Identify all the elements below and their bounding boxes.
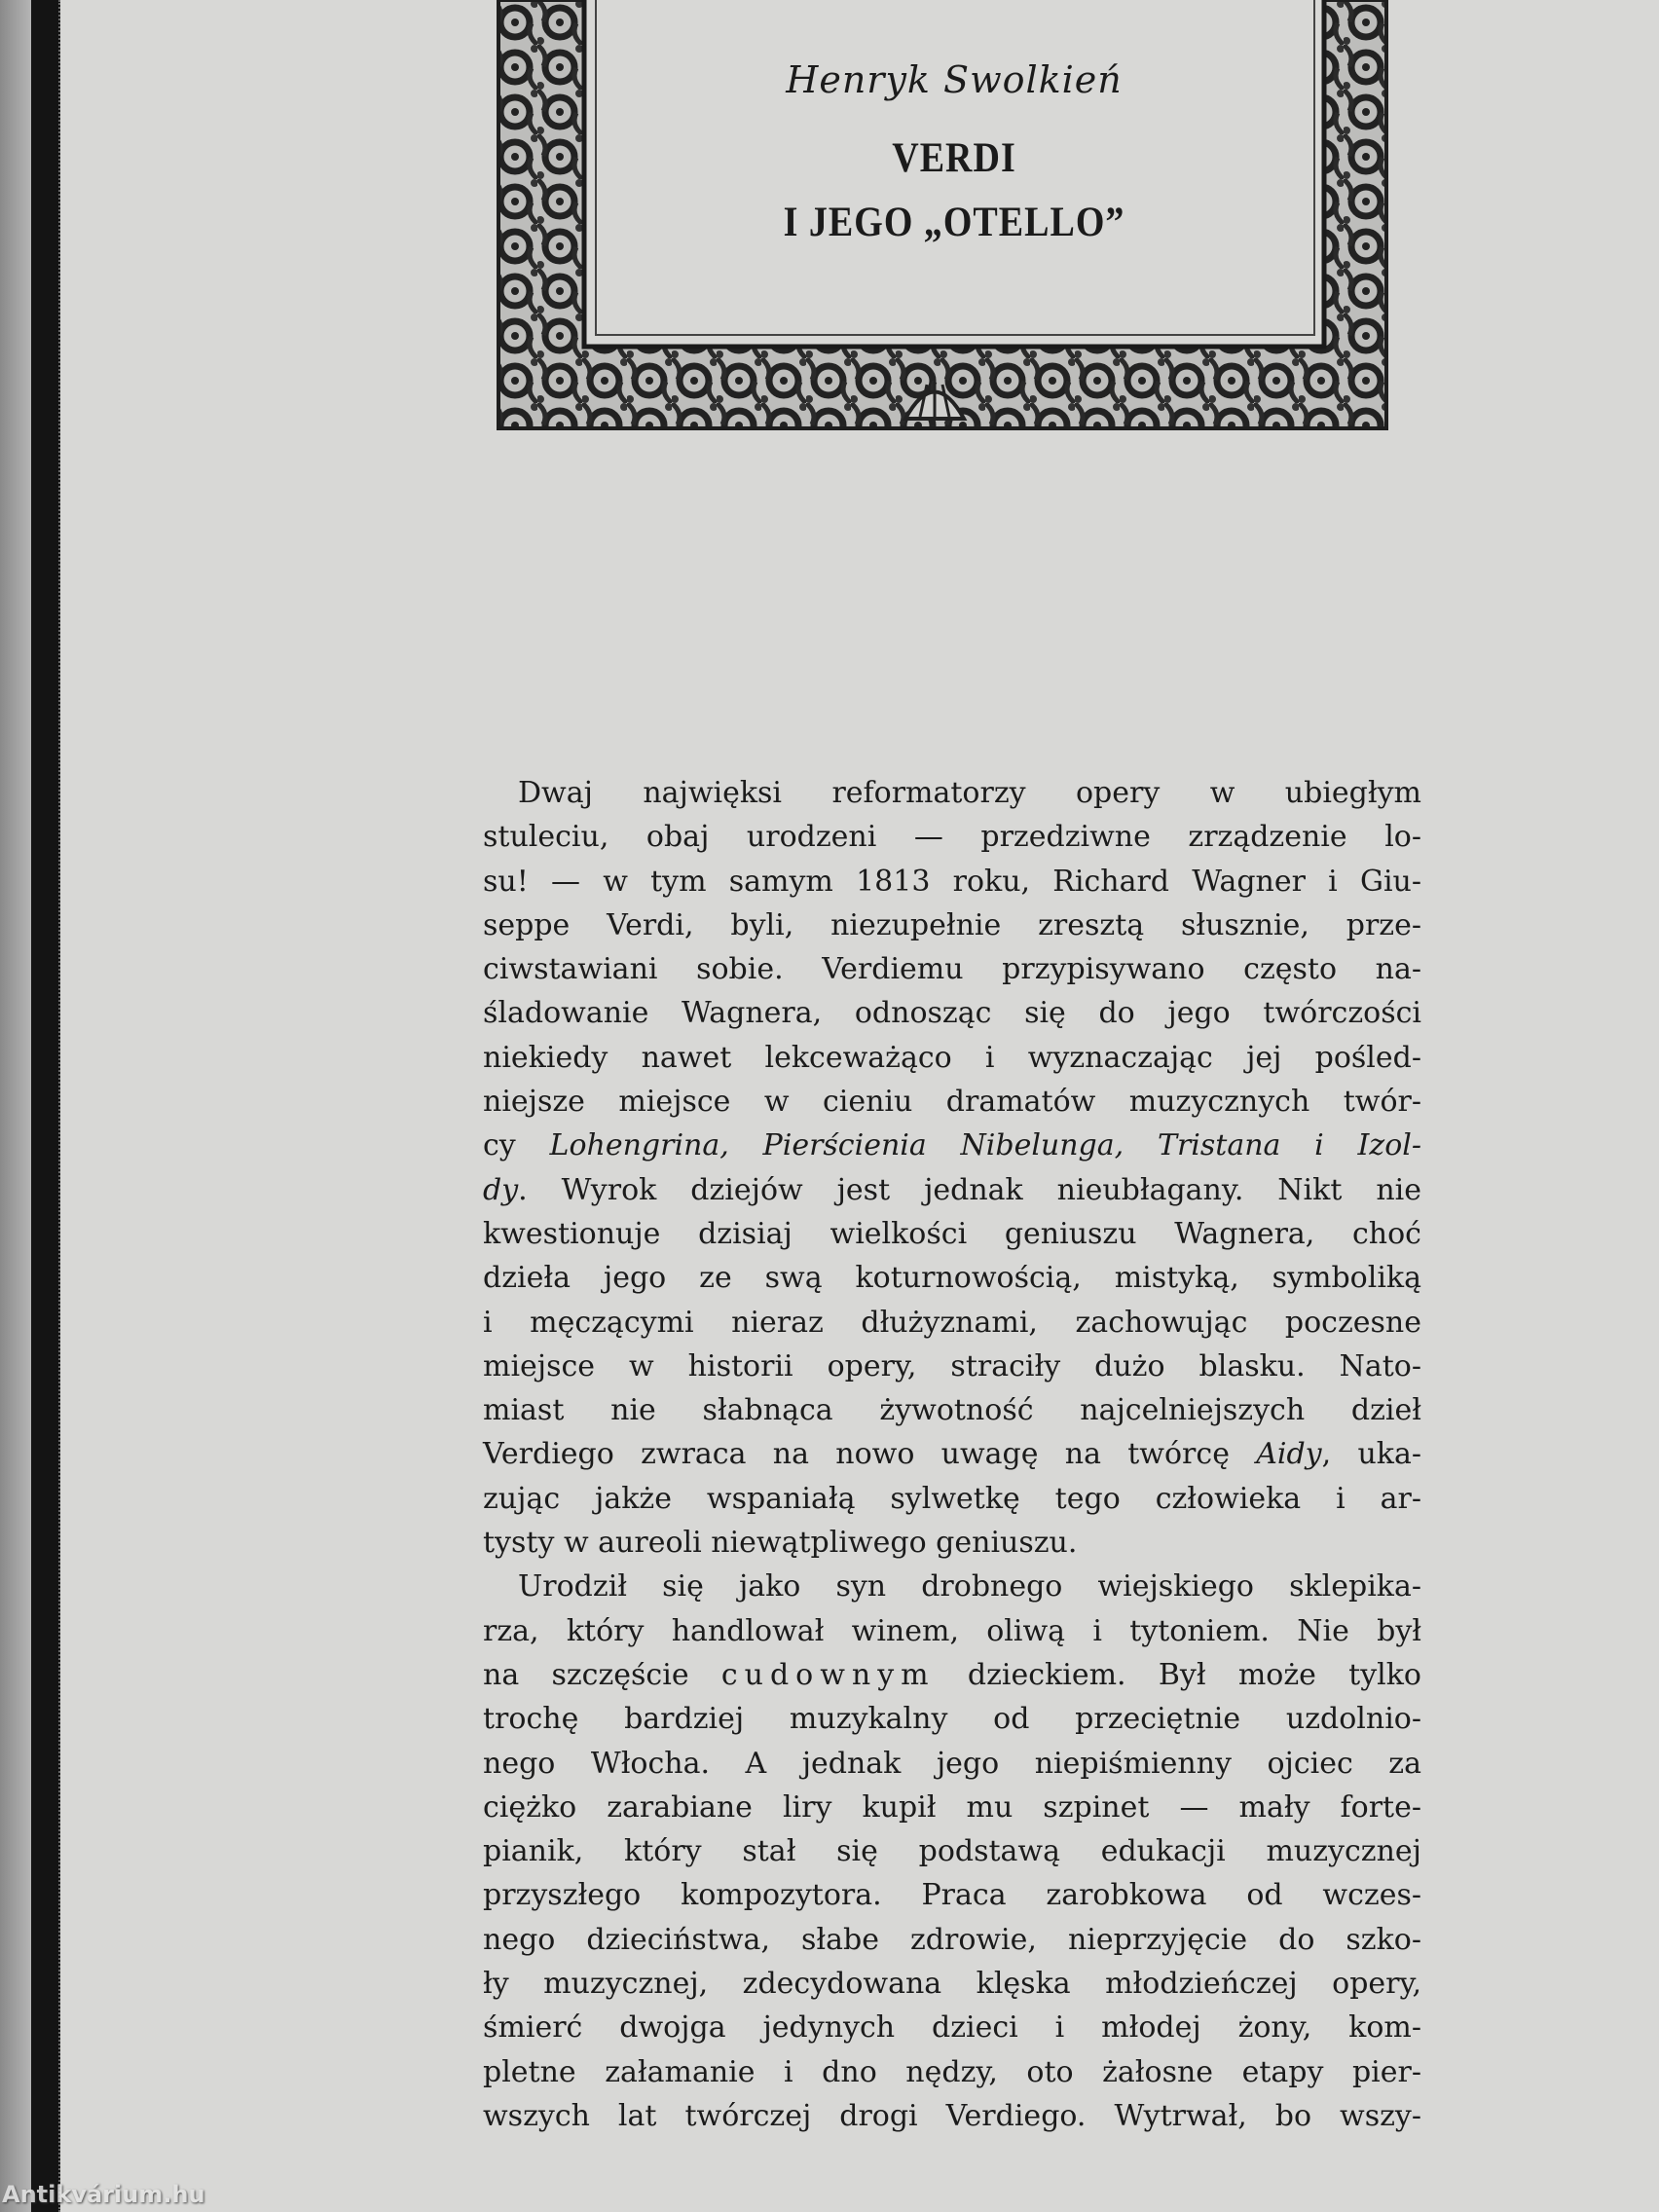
text-line xyxy=(483,1609,1421,1653)
text-segment: miast nie słabnąca żywotność najcelniejszych dzieł xyxy=(483,1393,1421,1428)
chapter-title-line-2: I JEGO „OTELLO” xyxy=(783,198,1125,246)
text-segment: śmierć dwojga jedynych dzieci i młodej żony, kom- xyxy=(483,2010,1421,2046)
text-segment: Verdiego zwraca na nowo uwagę na twórcę xyxy=(483,1437,1257,1472)
text-line xyxy=(483,815,1421,859)
italic-text: dy xyxy=(483,1172,519,1207)
text-segment: niekiedy nawet lekceważąco i wyznaczając jej pośled- xyxy=(483,1040,1421,1075)
text-segment: dzieła jego ze swą koturnowością, mistyką, symboliką xyxy=(483,1261,1421,1296)
text-segment: przyszłego kompozytora. Praca zarobkowa od wczes- xyxy=(483,1878,1421,1913)
text-segment: , uka- xyxy=(1321,1437,1421,1472)
text-segment: su! — w tym samym 1813 roku, Richard Wagner i Giu- xyxy=(483,864,1421,899)
text-segment: kwestionuje dzisiaj wielkości geniuszu Wagnera, choć xyxy=(483,1216,1421,1251)
text-segment: Dwaj najwięksi reformatorzy opery w ubiegłym xyxy=(518,776,1421,810)
text-segment: nego Włocha. A jednak jego niepiśmienny ojciec za xyxy=(483,1746,1421,1781)
text-line xyxy=(483,1565,1421,1608)
text-segment: seppe Verdi, byli, niezupełnie zresztą słusznie, prze- xyxy=(483,907,1421,942)
text-line xyxy=(483,1212,1421,1256)
text-line xyxy=(483,1521,1421,1565)
text-line xyxy=(483,2094,1421,2138)
text-line xyxy=(483,1829,1421,1873)
watermark-logo: Antikvárium.hu xyxy=(2,2181,205,2208)
text-line xyxy=(483,860,1421,903)
text-line xyxy=(483,1345,1421,1388)
text-line xyxy=(483,771,1421,815)
text-segment: nego dzieciństwa, słabe zdrowie, nieprzyjęcie do szko- xyxy=(483,1922,1421,1957)
text-line xyxy=(483,1742,1421,1786)
author-name: Henryk Swolkień xyxy=(786,58,1123,101)
chapter-title-line-1: VERDI xyxy=(892,133,1016,182)
text-line xyxy=(483,1168,1421,1212)
text-segment: Urodził się jako syn drobnego wiejskiego sklepika- xyxy=(518,1569,1421,1604)
italic-text: Aidy xyxy=(1256,1437,1322,1472)
text-line xyxy=(483,1653,1421,1697)
text-line xyxy=(483,1962,1421,2006)
text-segment: ciwstawiani sobie. Verdiemu przypisywano często na- xyxy=(483,952,1421,987)
text-segment: pianik, który stał się podstawą edukacji muzycznej xyxy=(483,1834,1421,1869)
text-segment: ły muzycznej, zdecydowana klęska młodzieńczej opery, xyxy=(483,1967,1421,2002)
text-segment: dzieckiem. Był może tylko xyxy=(935,1657,1421,1692)
text-line xyxy=(483,947,1421,991)
text-line xyxy=(483,1697,1421,1741)
article-body xyxy=(483,771,1421,2138)
text-line xyxy=(483,1918,1421,1962)
italic-text: Lohengrina, Pierścienia Nibelunga, Tristana i Izol- xyxy=(549,1128,1421,1163)
text-segment: wszych lat twórczej drogi Verdiego. Wytrwał, bo wszy- xyxy=(483,2098,1421,2133)
text-line xyxy=(483,2050,1421,2094)
text-segment: niejsze miejsce w cieniu dramatów muzycznych twór- xyxy=(483,1085,1421,1120)
text-line xyxy=(483,1873,1421,1917)
text-line xyxy=(483,1477,1421,1521)
text-segment: na szczęście xyxy=(483,1657,721,1692)
text-line xyxy=(483,1786,1421,1829)
text-line xyxy=(483,1080,1421,1124)
text-line xyxy=(483,1124,1421,1167)
text-segment: pletne załamanie i dno nędzy, oto żałosne etapy pier- xyxy=(483,2054,1421,2089)
text-line xyxy=(483,991,1421,1035)
text-segment: i męczącymi nieraz dłużyznami, zachowując poczesne xyxy=(483,1305,1421,1340)
text-line xyxy=(483,1388,1421,1432)
text-line xyxy=(483,1036,1421,1080)
text-segment: miejsce w historii opery, straciły dużo blasku. Nato- xyxy=(483,1348,1421,1383)
text-segment: rza, który handlował winem, oliwą i tytoniem. Nie był xyxy=(483,1613,1421,1648)
text-line xyxy=(483,903,1421,947)
text-segment: zując jakże wspaniałą sylwetkę tego człowieka i ar- xyxy=(483,1481,1421,1516)
text-segment: cy xyxy=(483,1128,550,1163)
text-segment: . Wyrok dziejów jest jednak nieubłagany. Nikt nie xyxy=(518,1172,1421,1207)
text-segment: ciężko zarabiane liry kupił mu szpinet — mały forte- xyxy=(483,1789,1421,1825)
text-line xyxy=(483,1432,1421,1476)
spaced-text: cudownym xyxy=(720,1657,936,1692)
text-segment: stuleciu, obaj urodzeni — przedziwne zrządzenie lo- xyxy=(483,820,1421,855)
text-segment: tysty w aureoli niewątpliwego geniuszu. xyxy=(483,1526,1078,1561)
text-segment: śladowanie Wagnera, odnosząc się do jego twórczości xyxy=(483,996,1421,1031)
text-line xyxy=(483,1256,1421,1300)
text-line xyxy=(483,1301,1421,1345)
text-line xyxy=(483,2006,1421,2049)
text-segment: trochę bardziej muzykalny od przeciętnie uzdolnio- xyxy=(483,1702,1421,1737)
